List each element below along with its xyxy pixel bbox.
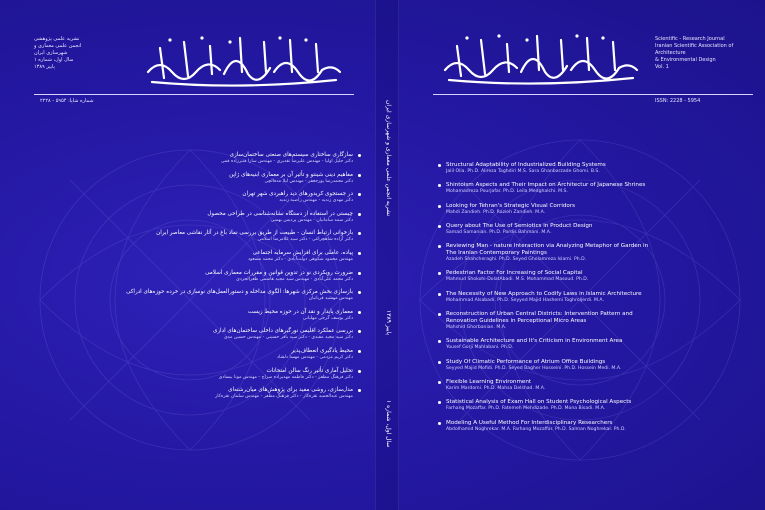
front-article-authors: Samad Samanian. Ph.D. Pardis Bahmani. M.A. bbox=[446, 229, 552, 235]
back-article-item bbox=[148, 152, 353, 165]
front-article-authors: Karim Mardomi. Ph.D. Mahsa Delshad. M.A. bbox=[446, 385, 546, 391]
back-article-item bbox=[126, 289, 353, 302]
bullet-icon bbox=[438, 225, 441, 228]
bullet-icon bbox=[438, 164, 441, 167]
front-article-title: Pedestrian Factor For Increasing of Social Capital bbox=[446, 270, 583, 277]
front-article-authors: Mohamadreza Pourjafar. Ph.D. Leila Medghalchi. M.S. bbox=[446, 189, 568, 195]
back-article-authors: دکتر فرهنگ مظفر - دکتر فاطمه مهدیزاده سراج - مهندس مونا بیسادی bbox=[218, 374, 353, 380]
back-issn: شماره شاپا: ۵۹۵۴ - ۲۲۲۸ bbox=[40, 98, 94, 104]
back-header-line: پاییز ۱۳۸۹ bbox=[34, 64, 55, 70]
front-article-item bbox=[446, 359, 746, 372]
front-article-authors: Jalil Olia. Ph.D. Alireza Taghdiri M.S. Sara Ghanbarzade Ghomi. B.S. bbox=[446, 169, 600, 174]
back-article-item bbox=[148, 328, 353, 341]
back-article-authors: دکتر صمد سامانیان - مهندس پردیس بهمنی bbox=[270, 217, 353, 223]
back-header-line: سال اول، شماره ۱ bbox=[34, 57, 74, 63]
bullet-icon bbox=[438, 381, 441, 384]
front-article-title: Flexible Learning Environment bbox=[446, 378, 532, 385]
back-article-title: مفاهیم دینی شینتو و تأثیر آن بر معماری ابنیه‌های ژاپن bbox=[229, 171, 353, 178]
front-article-title: Reviewing Man - nature Interaction via Analyzing Metaphor of Garden in bbox=[446, 243, 649, 250]
back-article-title: تحلیل آماری تأثیر رنگ سالن امتحانات bbox=[266, 367, 353, 374]
front-header-line: Vol. 1 bbox=[655, 64, 669, 70]
front-article-title: Statistical Analysis of Exam Hall on Student Psychological Aspects bbox=[446, 399, 632, 406]
front-article-title: Shintoism Aspects and Their Impact on Architectur of Japanese Shrines bbox=[446, 182, 646, 189]
front-article-item bbox=[446, 291, 746, 304]
back-article-authors: دکتر کریم مردمی - مهندس مهسا دلشاد bbox=[276, 354, 353, 360]
back-table-of-contents bbox=[126, 152, 353, 407]
back-article-item bbox=[148, 348, 353, 361]
back-article-authors: مهندس مهشید قربانیان bbox=[308, 296, 353, 302]
front-article-title: Study Of Climatic Performance of Atrium Office Buildings bbox=[446, 358, 606, 365]
front-header-line: Iranian Scientific Association of Architecture bbox=[655, 43, 734, 56]
back-article-title: بازسازی بخش مرکزی شهرها: الگوی مداخله و دستورالعمل‌های نوسازی در خرده حوزه‌های ادراکی bbox=[126, 289, 353, 296]
back-article-authors: دکتر جلیل اولیا - مهندس علیرضا تقدیری - مهندس سارا قنبرزاده قمی bbox=[220, 159, 353, 164]
back-header-line: انجمن علمی معماری و شهرسازی ایران bbox=[34, 43, 82, 56]
front-article-authors: Seyyed Majid Mofidi. Ph.D. Seyed Bagher Hosseini. Ph.D. Hossein Medi. M.A. bbox=[446, 365, 622, 371]
bullet-icon bbox=[438, 205, 441, 208]
back-header-line: نشریه علمی پژوهشی bbox=[34, 36, 80, 42]
front-article-authors: Yousef Gorji Mahlabani. Ph.D. bbox=[446, 345, 514, 351]
back-article-authors: دکتر مهدی زندیه - مهندس راضیه زندیه bbox=[279, 198, 353, 204]
front-article-item bbox=[446, 379, 746, 392]
front-header-rule bbox=[433, 94, 753, 95]
front-article-item bbox=[446, 311, 746, 331]
front-article-item bbox=[446, 223, 746, 236]
front-article-item bbox=[446, 338, 746, 351]
bullet-icon bbox=[358, 350, 361, 353]
bullet-icon bbox=[358, 174, 361, 177]
front-article-title: Modeling A Useful Method For Interdisciplinary Researchers bbox=[446, 419, 613, 426]
back-article-item bbox=[148, 172, 353, 185]
bullet-icon bbox=[438, 361, 441, 364]
spine-title: نشریه انجمن علمی معماری و شهرسازی ایران bbox=[385, 100, 392, 217]
back-article-authors: مهندس محمود شکوهی دولت‌آبادی - دکتر محمد مسعود bbox=[248, 256, 353, 262]
back-article-item bbox=[148, 368, 353, 381]
back-article-authors: مهندس عبدالحمید نقره‌کار - دکتر فرهنگ مظفر - مهندس سلمان نقره‌کار bbox=[215, 394, 353, 400]
spine bbox=[375, 0, 399, 510]
bullet-icon bbox=[358, 272, 361, 275]
back-article-title: ضرورت رویکردی نو در تدوین قوانین و مقررات معماری اسلامی bbox=[205, 269, 353, 276]
back-header-block bbox=[34, 36, 104, 71]
bullet-icon bbox=[358, 252, 361, 255]
front-article-item bbox=[446, 399, 746, 412]
front-article-title: Sustainable Architecture and It's Criticism in Environment Area bbox=[446, 338, 623, 345]
front-article-title: Query about The Use of Semiotics in Product Design bbox=[446, 222, 593, 229]
front-article-item bbox=[446, 182, 746, 195]
front-article-title: The Necessity of New Approach to Codify Laws in Islamic Architecture bbox=[446, 290, 642, 297]
front-article-item bbox=[446, 420, 746, 433]
front-article-title-continued: The Iranian Contemporary Paintings bbox=[446, 250, 547, 257]
back-article-title: مدل‌سازی، روشی مفید برای پژوهش‌های میان‌رشته‌ای bbox=[228, 387, 353, 394]
front-article-authors: Mahshid Ghorbanian. M.A. bbox=[446, 325, 507, 331]
front-article-title: Structural Adaptability of Industrialized Building Systems bbox=[446, 162, 606, 168]
front-issn: ISSN: 2228 - 5954 bbox=[655, 98, 701, 104]
back-article-authors: دکتر محمد علی‌آبادی - مهندس سید مجید هاشمی طغرالجردی bbox=[236, 276, 353, 282]
back-calligraphy-logo bbox=[140, 28, 350, 90]
spine-season: پاییز ۱۳۸۹ bbox=[385, 310, 392, 336]
bullet-icon bbox=[358, 370, 361, 373]
back-article-item bbox=[148, 191, 353, 204]
front-header-line: Scientific - Research Journal bbox=[655, 36, 725, 42]
bullet-icon bbox=[438, 293, 441, 296]
bullet-icon bbox=[358, 154, 361, 157]
front-article-authors: Mahdi Zandieh. Ph.D. Razieh Zandieh. M.A. bbox=[446, 209, 546, 215]
front-article-authors: Abdolhamid Noghrekar. M.A. Farhang Mozaffar. Ph.D. Salman Noghrekar. Ph.D. bbox=[446, 426, 626, 432]
back-article-item bbox=[148, 387, 353, 400]
back-article-title: محیط یادگیری انعطاف‌پذیر bbox=[291, 347, 353, 354]
front-calligraphy-logo bbox=[437, 26, 647, 88]
back-article-title: چیستی در استفاده از دستگاه نشانه‌شناسی در طراحی محصول bbox=[207, 210, 353, 217]
front-article-authors: Mohammad Alsabadi. Ph.D. Seyyed Majid Hashemi Toghroljerdi. M.A. bbox=[446, 297, 604, 303]
back-article-title: معماری پایدار و نقد آن در حوزه محیط زیست bbox=[247, 308, 353, 315]
front-article-authors: Farhang Mozaffar. Ph.D. Fatemeh Mehdizade. Ph.D. Mona Bisadi. M.A. bbox=[446, 406, 606, 412]
back-article-title: پیاده، عاملی برای افزایش سرمایه اجتماعی bbox=[252, 249, 353, 256]
back-article-title: بررسی عملکرد اقلیمی نورگیرهای داخلی ساختمان‌های اداری bbox=[212, 328, 353, 335]
back-article-authors: دکتر سید مجید مفیدی - دکتر سید باقر حسینی - مهندس حسین مدی bbox=[223, 335, 353, 341]
front-article-title-continued: Renovation Guidelines in Perceptional Micro Areas bbox=[446, 318, 587, 325]
spine-issue: سال اول، شماره ۱ bbox=[385, 400, 392, 448]
back-article-item bbox=[148, 270, 353, 283]
front-article-item bbox=[446, 243, 746, 263]
front-article-item bbox=[446, 162, 746, 175]
front-article-item bbox=[446, 203, 746, 216]
bullet-icon bbox=[358, 213, 361, 216]
back-article-title: بازخوانی ارتباط انسان - طبیعت از طریق بررسی نماد باغ در آثار نقاشی معاصر ایران bbox=[156, 230, 353, 237]
front-article-authors: Azadeh Shahcheraghi. Ph.D. Seyed Gholamreza Islami. Ph.D. bbox=[446, 257, 587, 263]
back-article-authors: دکتر یوسف گرجی مهلبانی bbox=[302, 315, 353, 321]
bullet-icon bbox=[438, 422, 441, 425]
front-table-of-contents bbox=[446, 162, 746, 440]
front-header-block bbox=[655, 36, 745, 71]
back-article-item bbox=[148, 211, 353, 224]
back-article-item bbox=[148, 309, 353, 322]
front-article-authors: Mahmud Shokohi-DolatAbadi. M.S. Mohammad Masoud. Ph.D. bbox=[446, 277, 589, 283]
back-article-title: در جستجوی کریدورهای دید راهبردی شهر تهران bbox=[242, 191, 353, 198]
back-article-authors: دکتر آزاده شاهچراغی - دکتر سید غلامرضا اسلامی bbox=[257, 237, 353, 243]
back-article-authors: دکتر محمدرضا پورجعفر - مهندس لیلا مدقالچی bbox=[264, 178, 353, 184]
bullet-icon bbox=[358, 311, 361, 314]
front-article-item bbox=[446, 270, 746, 283]
back-article-item bbox=[148, 230, 353, 243]
front-article-title: Reconstruction of Urban Central Districts: Intervention Pattern and bbox=[446, 311, 633, 318]
front-header-line: & Environmental Design bbox=[655, 57, 716, 63]
back-article-item bbox=[148, 250, 353, 263]
back-article-title: سازگاری ساختاری سیستم‌های صنعتی ساختمان‌سازی bbox=[229, 152, 353, 158]
front-article-title: Looking for Tehran's Strategic Visual Corridors bbox=[446, 202, 576, 209]
back-header-rule bbox=[34, 94, 354, 95]
